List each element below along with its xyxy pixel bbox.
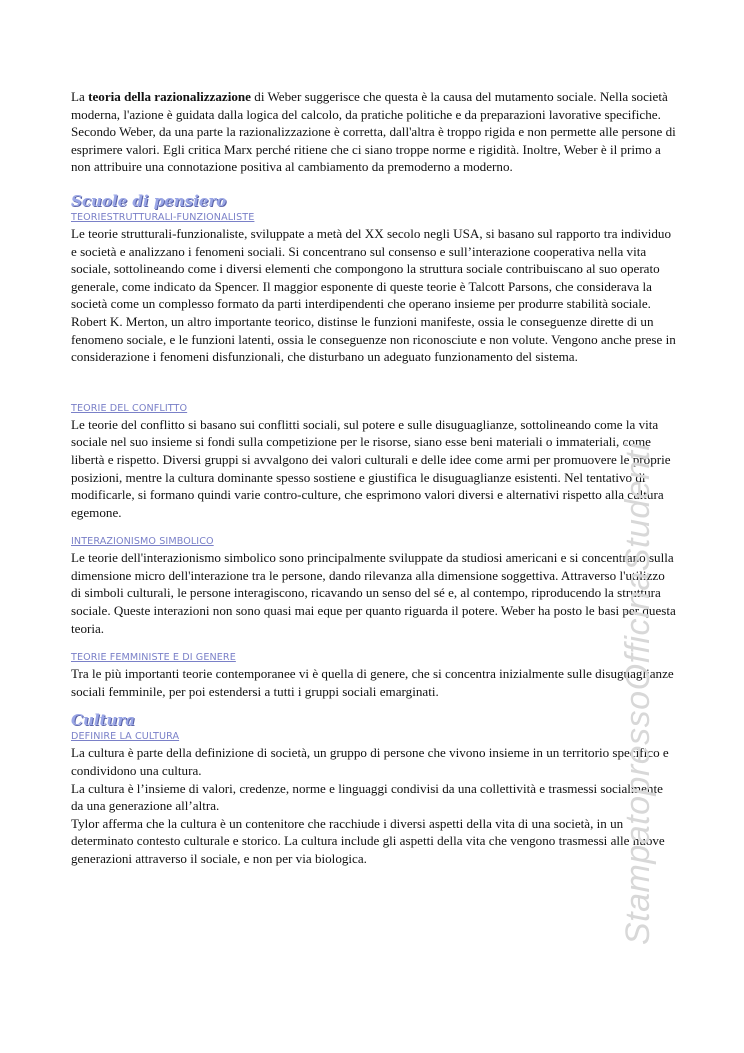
paragraph-cultura-1: La cultura è parte della definizione di società, un gruppo di persone che vivono insieme in un territorio specifico e condividono una cultura. — [71, 745, 669, 779]
paragraph-conflitto: Le teorie del conflitto si basano sui conflitti sociali, sul potere e sulle disuguaglianze, sottolineando come la vita sociale nel suo insieme si fondi sulla competizione per le risorse, siano esse beni materiali o immateriali, come libertà e rispetto. Diversi gruppi si avvalgono dei valori culturali e delle idee come armi per promuovere le proprie posizioni, mentre la cultura dominante spesso sostiene e giustifica le disuguaglianze esistenti. Nel tentativo di modificarle, si formano quindi varie contro-culture, che esprimono valori diversi e alternativi rispetto alla cultura egemone. — [71, 416, 671, 520]
section-title-scuole: Scuole di pensiero — [71, 191, 227, 210]
intro-lead: La — [71, 89, 89, 104]
subheading-conflitto: TEORIE DEL CONFLITTO — [71, 402, 188, 414]
paragraph-cultura-2: La cultura è l’insieme di valori, credenze, norme e linguaggi condivisi da una collettività e trasmessi socialmente da una generazione all’altra. — [71, 780, 663, 814]
watermark-text: StampatopressoOfficinaStudenti — [619, 442, 657, 945]
paragraph-cultura-3: Tylor afferma che la cultura è un contenitore che racchiude i diversi aspetti della vita di una società, in un determinato contesto culturale e storico. La cultura include gli aspetti della vita che vengono trasmessi alle nuove generazioni attraverso il sociale, e non per via biologica. — [71, 815, 665, 866]
section-title-cultura: Cultura — [71, 711, 135, 730]
document-page — [71, 88, 676, 868]
intro-rest: di Weber suggerisce che questa è la causa del mutamento sociale. Nella società moderna, l'azione è guidata dalla logica del calcolo, da pratiche politiche e da preparazioni lavorative specifiche. Secondo Weber, da una parte la razionalizzazione è corretta, dall'altra è troppo rigida e non permette alle persone di esprimere valori. Egli critica Marx perché ritiene che ci siano troppe norme e rigidità. Inoltre, Weber è il primo a non attribuire una connotazione positiva al cambiamento da premoderno a moderno. — [71, 89, 676, 175]
subheading-definire-cultura: DEFINIRE LA CULTURA — [71, 731, 180, 743]
subheading-interazionismo: INTERAZIONISMO SIMBOLICO — [71, 536, 214, 548]
paragraph-strutturali: Le teorie strutturali-funzionaliste, sviluppate a metà del XX secolo negli USA, si basano sul rapporto tra individuo e società e analizzano i fenomeni sociali. Si concentrano sul consenso e sull’interazione cooperativa nella vita sociale, sottolineando come i diversi elementi che compongono la struttura sociale contribuiscano al suo operato generale, come indicato da Spencer. Il maggior esponente di queste teorie è Talcott Parsons, che considerava la società come un complesso formato da parti interdipendenti che operano insieme per produrre stabilità sociale. Robert K. Merton, un altro importante teorico, distinse le funzioni manifeste, ossia le conseguenze dirette di un fenomeno sociale, e le funzioni latenti, ossia le conseguenze non riconosciute e non volute. Vengono anche prese in considerazione i fenomeni disfunzionali, che disturbano un adeguato funzionamento del sistema. — [71, 225, 676, 365]
paragraph-femministe: Tra le più importanti teorie contemporanee vi è quella di genere, che si concentra inizialmente sulle disuguaglianze sociali femminile, per poi estendersi a tutti i gruppi sociali emarginati. — [71, 666, 674, 699]
subheading-femministe: TEORIE FEMMINISTE E DI GENERE — [71, 652, 236, 664]
intro-paragraph — [71, 88, 676, 176]
intro-bold-term: teoria della razionalizzazione — [88, 89, 251, 104]
paragraph-interazionismo: Le teorie dell'interazionismo simbolico sono principalmente sviluppate da studiosi americani e si concentrano sulla dimensione micro dell'interazione tra le persone, dando rilevanza alla dimensione soggettiva. Attraverso l'utilizzo di simboli culturali, le persone interagiscono, ricavando un senso del sé e, al contempo, riproducendo la struttura sociale. Queste interazioni non sono quasi mai eque per quanto riguarda il potere. Weber ha posto le basi per questa teoria. — [71, 550, 676, 636]
subheading-strutturali: TEORIESTRUTTURALI-FUNZIONALISTE — [71, 211, 255, 223]
